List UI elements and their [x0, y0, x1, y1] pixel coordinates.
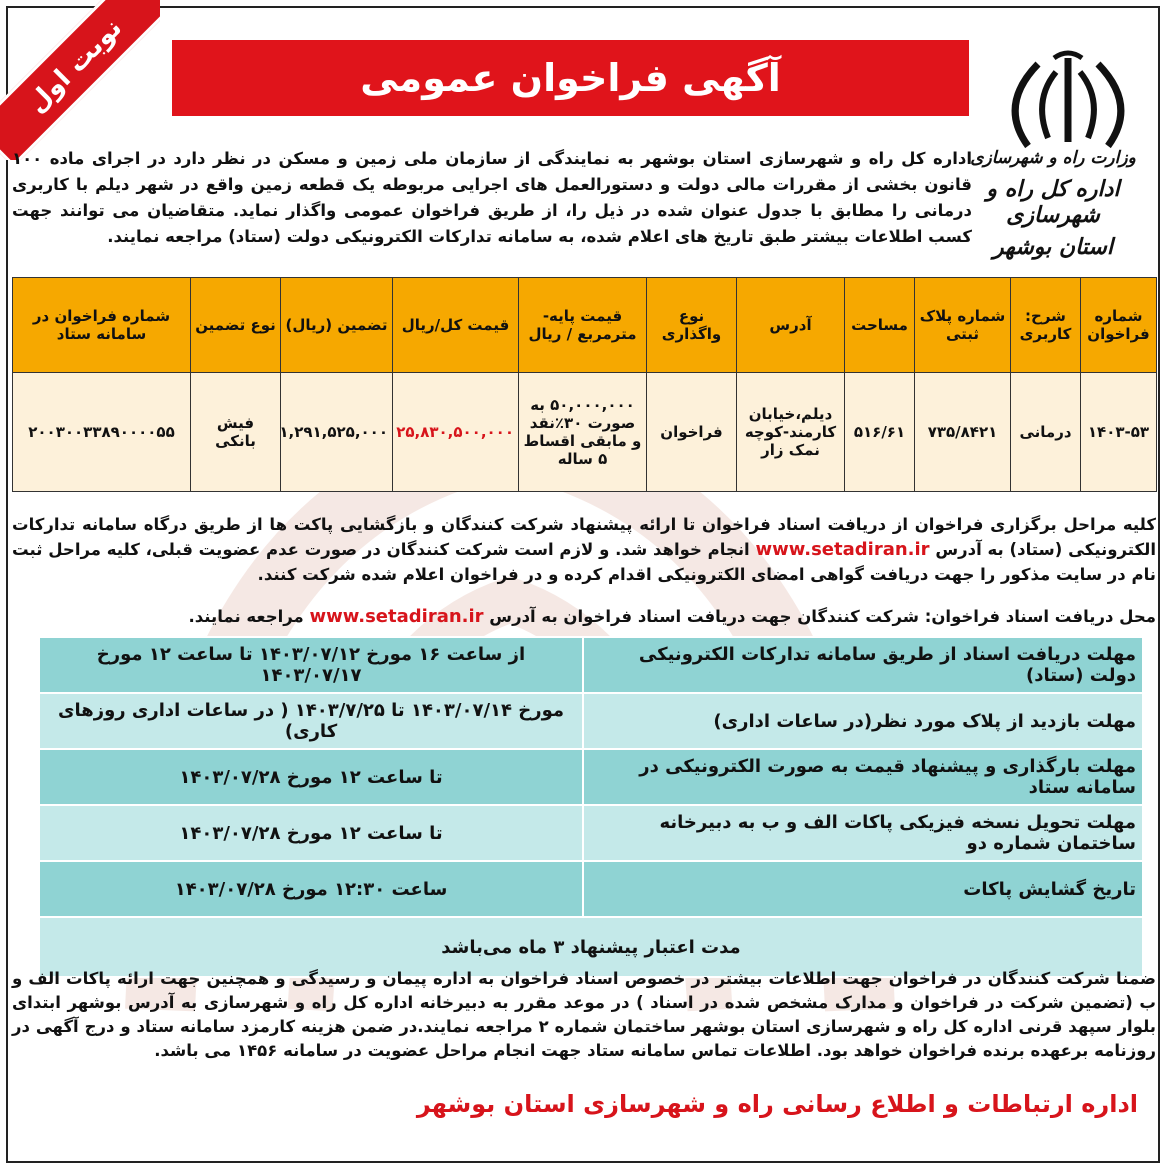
deadline-value: ساعت ۱۲:۳۰ مورخ ۱۴۰۳/۰۷/۲۸	[39, 861, 583, 917]
cell-area: ۵۱۶/۶۱	[845, 373, 915, 492]
cell-usage: درمانی	[1011, 373, 1081, 492]
col-area: مساحت	[845, 278, 915, 373]
deadline-row	[39, 693, 1143, 749]
cell-guarantee-type: فیش بانکی	[191, 373, 281, 492]
iran-emblem-icon	[988, 50, 1148, 150]
col-guarantee: تضمین (ریال)	[281, 278, 393, 373]
col-transfer: نوع واگذاری	[647, 278, 737, 373]
ministry-line-3: استان بوشهر	[993, 234, 1113, 260]
deadline-value: مورخ ۱۴۰۳/۰۷/۱۴ تا ۱۴۰۳/۷/۲۵ ( در ساعات اداری روزهای کاری)	[39, 693, 583, 749]
deadline-row	[39, 805, 1143, 861]
deadline-row	[39, 861, 1143, 917]
cell-total-price: ۲۵,۸۳۰,۵۰۰,۰۰۰	[393, 373, 519, 492]
cell-setad-number: ۲۰۰۳۰۰۳۳۸۹۰۰۰۰۵۵	[13, 373, 191, 492]
setad-link[interactable]: www.setadiran.ir	[755, 539, 930, 560]
documents-text-1: محل دریافت اسناد فراخوان: شرکت کنندگان جهت دریافت اسناد فراخوان به آدرس	[489, 607, 1156, 626]
deadline-row	[39, 637, 1143, 693]
col-number: شماره فراخوان	[1081, 278, 1157, 373]
documents-location-paragraph	[12, 604, 1156, 629]
tender-table	[12, 277, 1157, 492]
documents-text-2: مراجعه نمایند.	[188, 607, 304, 626]
col-base-price: قیمت پایه- مترمربع / ریال	[519, 278, 647, 373]
procedure-text-2: انجام خواهد شد. و لازم است شرکت کنندگان در صورت عدم عضویت قبلی، کلیه مراحل ثبت نام در سایت مذکور را جهت دریافت گواهی امضای الکترونیکی اقدام کرده و در فراخوان اعلام شده شرکت کنند.	[12, 540, 1156, 584]
procedure-text-1: کلیه مراحل برگزاری فراخوان از دریافت اسناد فراخوان تا ارائه پیشنهاد شرکت کنندگان و بازگشایی پاکت ها از طریق درگاه سامانه تدارکات الکترونیکی (ستاد) به آدرس	[12, 515, 1156, 559]
deadline-value: تا ساعت ۱۲ مورخ ۱۴۰۳/۰۷/۲۸	[39, 805, 583, 861]
ministry-line-1: وزارت راه و شهرسازی	[970, 148, 1136, 168]
page-title: آگهی فراخوان عمومی	[360, 56, 781, 100]
ministry-line-2: اداره کل راه و شهرسازی	[986, 176, 1120, 228]
validity-text: مدت اعتبار پیشنهاد ۳ ماه می‌باشد	[39, 917, 1143, 977]
col-address: آدرس	[737, 278, 845, 373]
deadline-value: از ساعت ۱۶ مورخ ۱۴۰۳/۰۷/۱۲ تا ساعت ۱۲ مورخ ۱۴۰۳/۰۷/۱۷	[39, 637, 583, 693]
col-usage: شرح: کاربری	[1011, 278, 1081, 373]
deadline-value: تا ساعت ۱۲ مورخ ۱۴۰۳/۰۷/۲۸	[39, 749, 583, 805]
footer-office-name: اداره ارتباطات و اطلاع رسانی راه و شهرسازی استان بوشهر	[416, 1090, 1138, 1118]
table-header-row	[13, 278, 1157, 373]
footer-paragraph: ضمنا شرکت کنندگان در فراخوان جهت اطلاعات بیشتر در خصوص اسناد فراخوان به اداره پیمان و رسیدگی و همچنین جهت ارائه پاکات الف و ب (تضمین شرکت در فراخوان و مدارک مشخص شده در اسناد ) در موعد مقرر به دبیرخانه اداره کل راه و شهرسازی به آدرس بوشهر ابتدای بلوار سپهد قرنی اداره کل راه و شهرسازی استان بوشهر ساختمان شماره ۲ مراجعه نمایند.در ضمن هزینه کارمزد سامانه ستاد و درج آگهی در روزنامه برعهده برنده فراخوان خواهد بود. اطلاعات تماس سامانه ستاد جهت انجام مراحل عضویت در سامانه ۱۴۵۶ می باشد.	[12, 969, 1156, 1060]
title-bar	[172, 40, 969, 116]
col-total-price: قیمت کل/ریال	[393, 278, 519, 373]
deadline-row	[39, 749, 1143, 805]
deadline-label: مهلت بازدید از پلاک مورد نظر(در ساعات اداری)	[583, 693, 1143, 749]
col-setad-number: شماره فراخوان در سامانه ستاد	[13, 278, 191, 373]
ministry-signature	[968, 148, 1138, 260]
edition-ribbon	[0, 0, 160, 160]
setad-link-2[interactable]: www.setadiran.ir	[309, 606, 484, 627]
cell-base-price: ۵۰,۰۰۰,۰۰۰ به صورت ۳۰٪نقد و مابقی اقساط ۵ ساله	[519, 373, 647, 492]
col-plate: شماره پلاک ثبتی	[915, 278, 1011, 373]
deadline-label: مهلت بارگذاری و پیشنهاد قیمت به صورت الکترونیکی در سامانه ستاد	[583, 749, 1143, 805]
cell-address: دیلم،خیابان کارمند-کوچه نمک زار	[737, 373, 845, 492]
deadline-label: تاریخ گشایش پاکات	[583, 861, 1143, 917]
deadlines-table	[38, 636, 1144, 978]
cell-transfer: فراخوان	[647, 373, 737, 492]
cell-plate: ۷۳۵/۸۴۲۱	[915, 373, 1011, 492]
cell-guarantee: ۱,۲۹۱,۵۲۵,۰۰۰	[281, 373, 393, 492]
edition-label: نوبت اول	[21, 12, 129, 120]
cell-number: ۱۴۰۳-۵۳	[1081, 373, 1157, 492]
procedure-paragraph	[12, 512, 1156, 587]
intro-paragraph: اداره کل راه و شهرسازی استان بوشهر به نمایندگی از سازمان ملی زمین و مسکن در نظر دارد در اجرای ماده ۱۰۰ قانون بخشی از مقررات مالی دولت و دستورالعمل های اجرایی مربوطه یک قطعه زمین واقع در شهر دیلم با کاربری درمانی را مطابق با جدول عنوان شده در ذیل را، از طریق فراخوان عمومی واگذار نماید. متقاضیان می توانند جهت کسب اطلاعات بیشتر طبق تاریخ های اعلام شده، به سامانه تدارکات الکترونیکی دولت (ستاد) مراجعه نمایند.	[12, 149, 972, 246]
deadline-label: مهلت دریافت اسناد از طریق سامانه تدارکات الکترونیکی دولت (ستاد)	[583, 637, 1143, 693]
table-row	[13, 373, 1157, 492]
deadline-label: مهلت تحویل نسخه فیزیکی پاکات الف و ب به دبیرخانه ساختمان شماره دو	[583, 805, 1143, 861]
col-guarantee-type: نوع تضمین	[191, 278, 281, 373]
